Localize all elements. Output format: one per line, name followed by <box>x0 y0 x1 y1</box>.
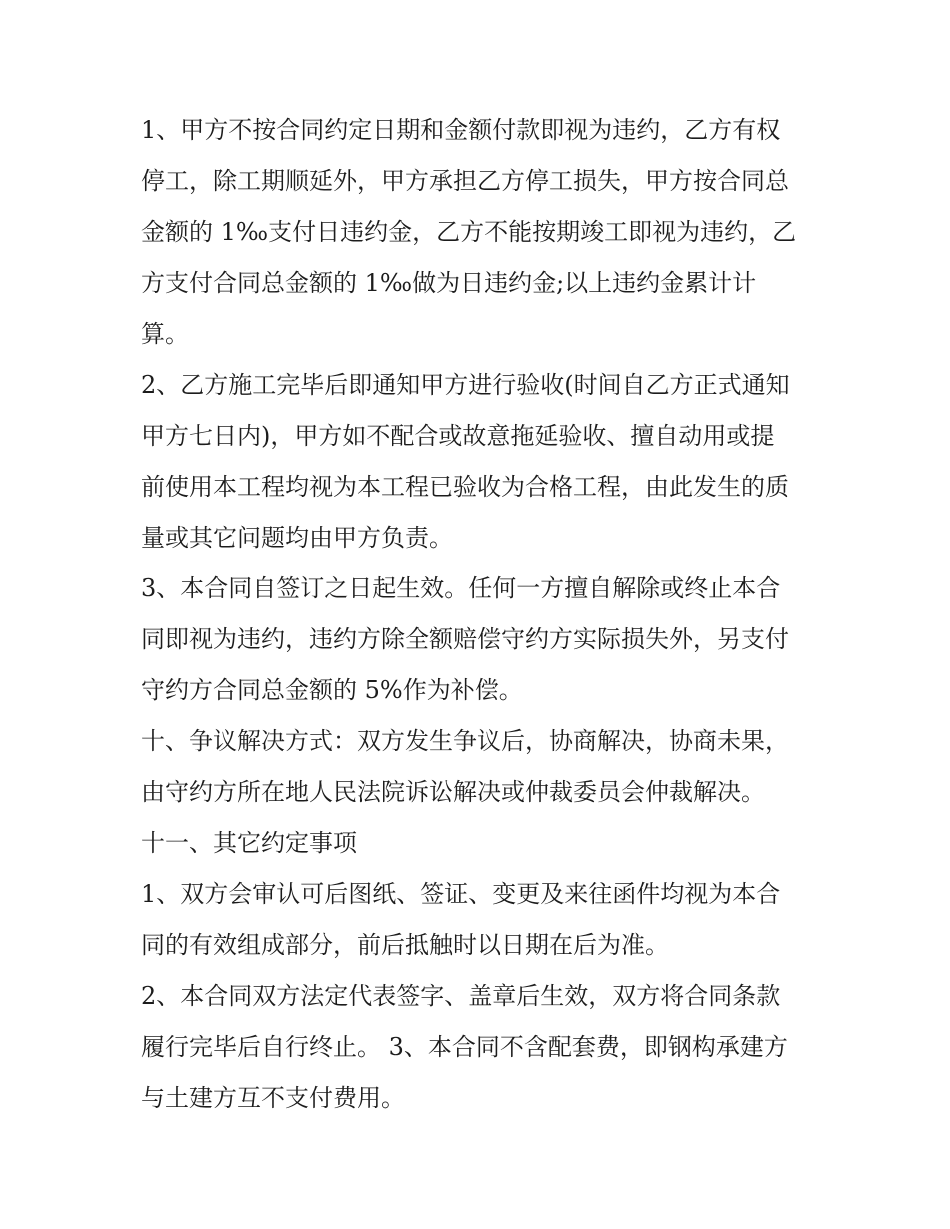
text-line: 甲方七日内)，甲方如不配合或故意拖延验收、擅自动用或提 <box>141 422 775 450</box>
text-line: 停工，除工期顺延外，甲方承担乙方停工损失，甲方按合同总 <box>141 167 789 195</box>
text-line: 同即视为违约，违约方除全额赔偿守约方实际损失外，另支付 <box>141 625 789 653</box>
text-line: 十、争议解决方式：双方发生争议后，协商解决，协商未果， <box>141 727 789 755</box>
text-line: 与土建方互不支付费用。 <box>141 1084 405 1112</box>
text-line: 2、乙方施工完毕后即通知甲方进行验收(时间自乙方正式通知 <box>141 371 790 399</box>
text-line: 守约方合同总金额的 5%作为补偿。 <box>141 676 523 704</box>
text-line: 算。 <box>141 320 189 348</box>
text-line: 量或其它问题均由甲方负责。 <box>141 524 453 552</box>
text-line: 由守约方所在地人民法院诉讼解决或仲裁委员会仲裁解决。 <box>141 778 765 806</box>
text-line: 2、本合同双方法定代表签字、盖章后生效，双方将合同条款 <box>141 982 781 1010</box>
text-line: 同的有效组成部分，前后抵触时以日期在后为准。 <box>141 931 669 959</box>
text-line: 1、双方会审认可后图纸、签证、变更及来往函件均视为本合 <box>141 880 781 908</box>
text-line: 1、甲方不按合同约定日期和金额付款即视为违约，乙方有权 <box>141 116 781 144</box>
text-line: 方支付合同总金额的 1‰做为日违约金;以上违约金累计计 <box>141 269 757 297</box>
text-line: 3、本合同自签订之日起生效。任何一方擅自解除或终止本合 <box>141 574 781 602</box>
text-line: 前使用本工程均视为本工程已验收为合格工程，由此发生的质 <box>141 473 789 501</box>
text-line: 履行完毕后自行终止。 3、本合同不含配套费，即钢构承建方 <box>141 1033 788 1061</box>
text-line: 金额的 1‰支付日违约金，乙方不能按期竣工即视为违约，乙 <box>141 218 797 246</box>
section-heading: 十一、其它约定事项 <box>141 829 357 857</box>
